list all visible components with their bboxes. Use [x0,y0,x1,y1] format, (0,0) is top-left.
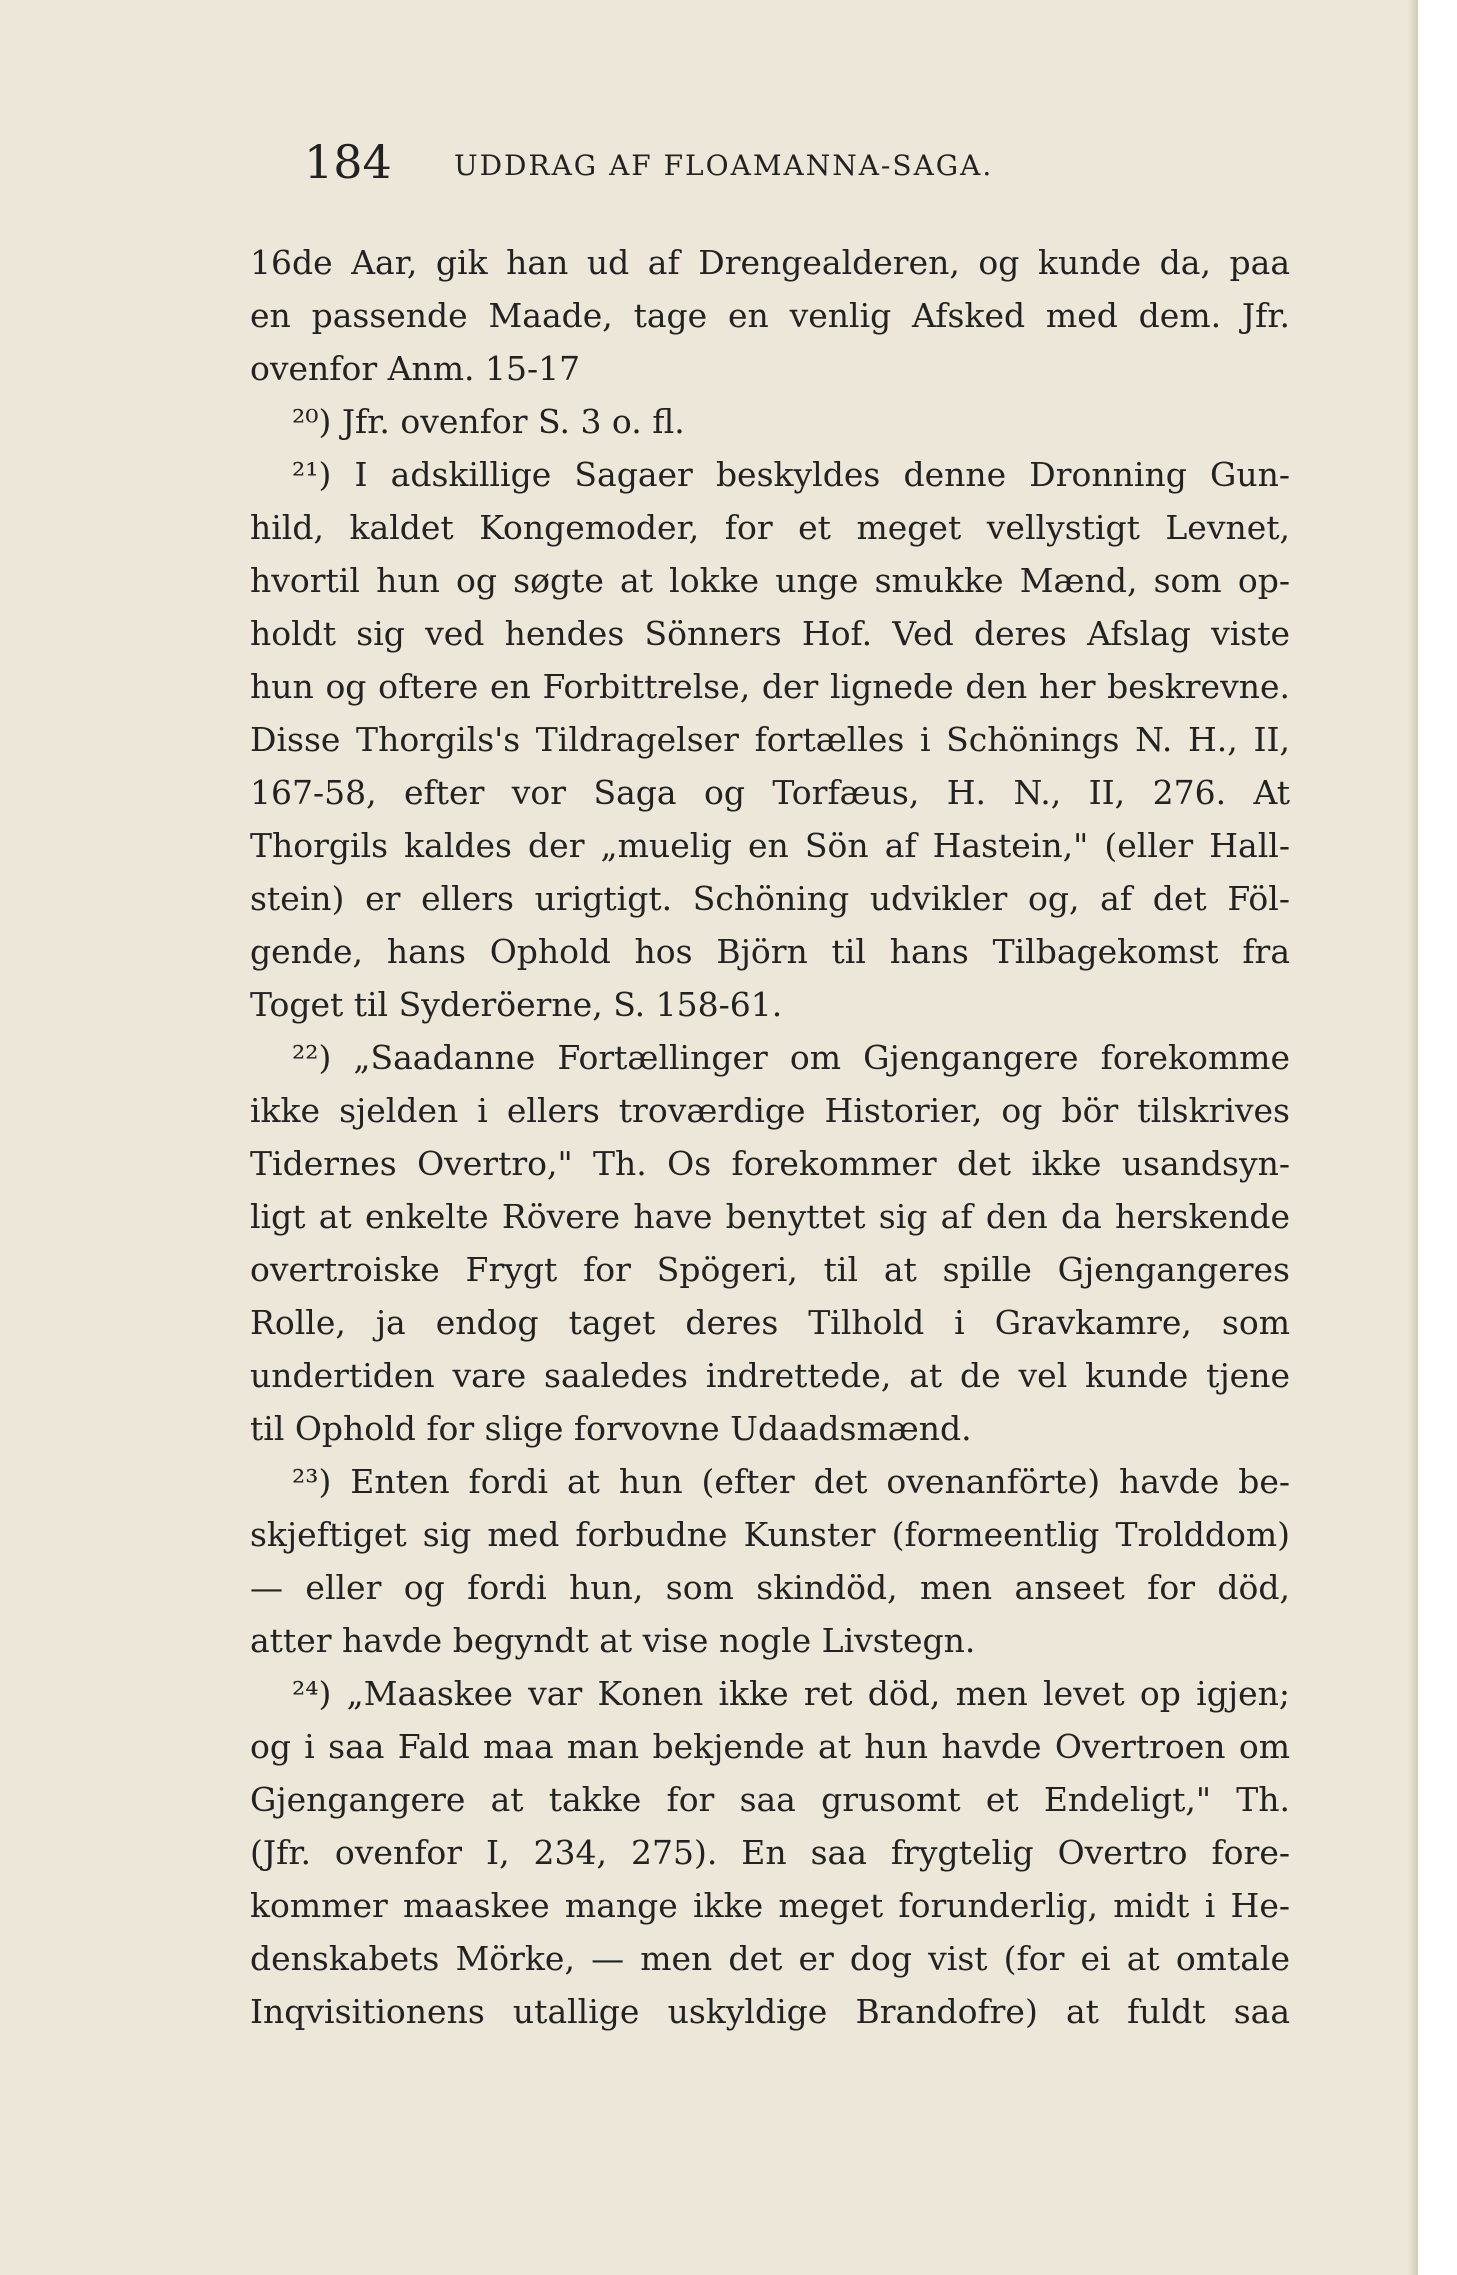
footnote-21: ²¹) I adskillige Sagaer beskyldes denne Dronning Gun- [292,455,1290,494]
footnote-22: ²²) „Saadanne Fortællinger om Gjengangere forekomme [292,1038,1290,1077]
page-gutter [1408,0,1418,2275]
text-line: 167-58, efter vor Saga og Torfæus, H. N., II, 276. At [250,773,1290,812]
text-line: undertiden vare saaledes indrettede, at de vel kunde tjene [250,1356,1290,1395]
text-line: Disse Thorgils's Tildragelser fortælles i Schönings N. H., II, [250,720,1290,759]
text-line: denskabets Mörke, — men det er dog vist (for ei at omtale [250,1939,1290,1978]
text-line: Thorgils kaldes der „muelig en Sön af Hastein," (eller Hall- [250,826,1290,865]
text-line: Tidernes Overtro," Th. Os forekommer det ikke usandsyn- [250,1144,1290,1183]
text-line: gende, hans Ophold hos Björn til hans Tilbagekomst fra [250,932,1290,971]
text-line: skjeftiget sig med forbudne Kunster (formeentlig Trolddom) [250,1515,1290,1554]
text-line: hun og oftere en Forbittrelse, der lignede den her beskrevne. [250,667,1290,706]
page-number: 184 [304,135,392,189]
running-title: UDDRAG AF FLOAMANNA-SAGA. [454,149,994,182]
text-line: overtroiske Frygt for Spögeri, til at spille Gjengangeres [250,1250,1290,1289]
text-line: en passende Maade, tage en venlig Afsked med dem. Jfr. [250,296,1290,335]
text-line: holdt sig ved hendes Sönners Hof. Ved deres Afslag viste [250,614,1290,653]
text-line: ovenfor Anm. 15-17 [250,349,581,388]
text-line: Gjengangere at takke for saa grusomt et Endeligt," Th. [250,1780,1290,1819]
text-line: ikke sjelden i ellers troværdige Historier, og bör tilskrives [250,1091,1290,1130]
text-line: kommer maaskee mange ikke meget forunderlig, midt i He- [250,1886,1290,1925]
text-line: 16de Aar, gik han ud af Drengealderen, og kunde da, paa [250,243,1290,282]
text-line: stein) er ellers urigtigt. Schöning udvikler og, af det Föl- [250,879,1290,918]
footnote-24: ²⁴) „Maaskee var Konen ikke ret död, men levet op igjen; [292,1674,1290,1713]
text-line: Toget til Syderöerne, S. 158-61. [250,985,783,1024]
text-line: Inqvisitionens utallige uskyldige Brandofre) at fuldt saa [250,1992,1290,2031]
text-line: hild, kaldet Kongemoder, for et meget vellystigt Levnet, [250,508,1290,547]
page-header [304,135,1204,205]
text-line: og i saa Fald maa man bekjende at hun havde Overtroen om [250,1727,1290,1766]
text-line: Rolle, ja endog taget deres Tilhold i Gravkamre, som [250,1303,1290,1342]
text-line: atter havde begyndt at vise nogle Livstegn. [250,1621,976,1660]
footnote-20: ²⁰) Jfr. ovenfor S. 3 o. fl. [292,402,685,441]
text-line: — eller og fordi hun, som skindöd, men anseet for död, [250,1568,1290,1607]
text-line: (Jfr. ovenfor I, 234, 275). En saa frygtelig Overtro fore- [250,1833,1290,1872]
footnote-23: ²³) Enten fordi at hun (efter det ovenanförte) havde be- [292,1462,1290,1501]
text-line: ligt at enkelte Rövere have benyttet sig af den da herskende [250,1197,1290,1236]
text-line: til Ophold for slige forvovne Udaadsmænd. [250,1409,972,1448]
text-line: hvortil hun og søgte at lokke unge smukke Mænd, som op- [250,561,1290,600]
